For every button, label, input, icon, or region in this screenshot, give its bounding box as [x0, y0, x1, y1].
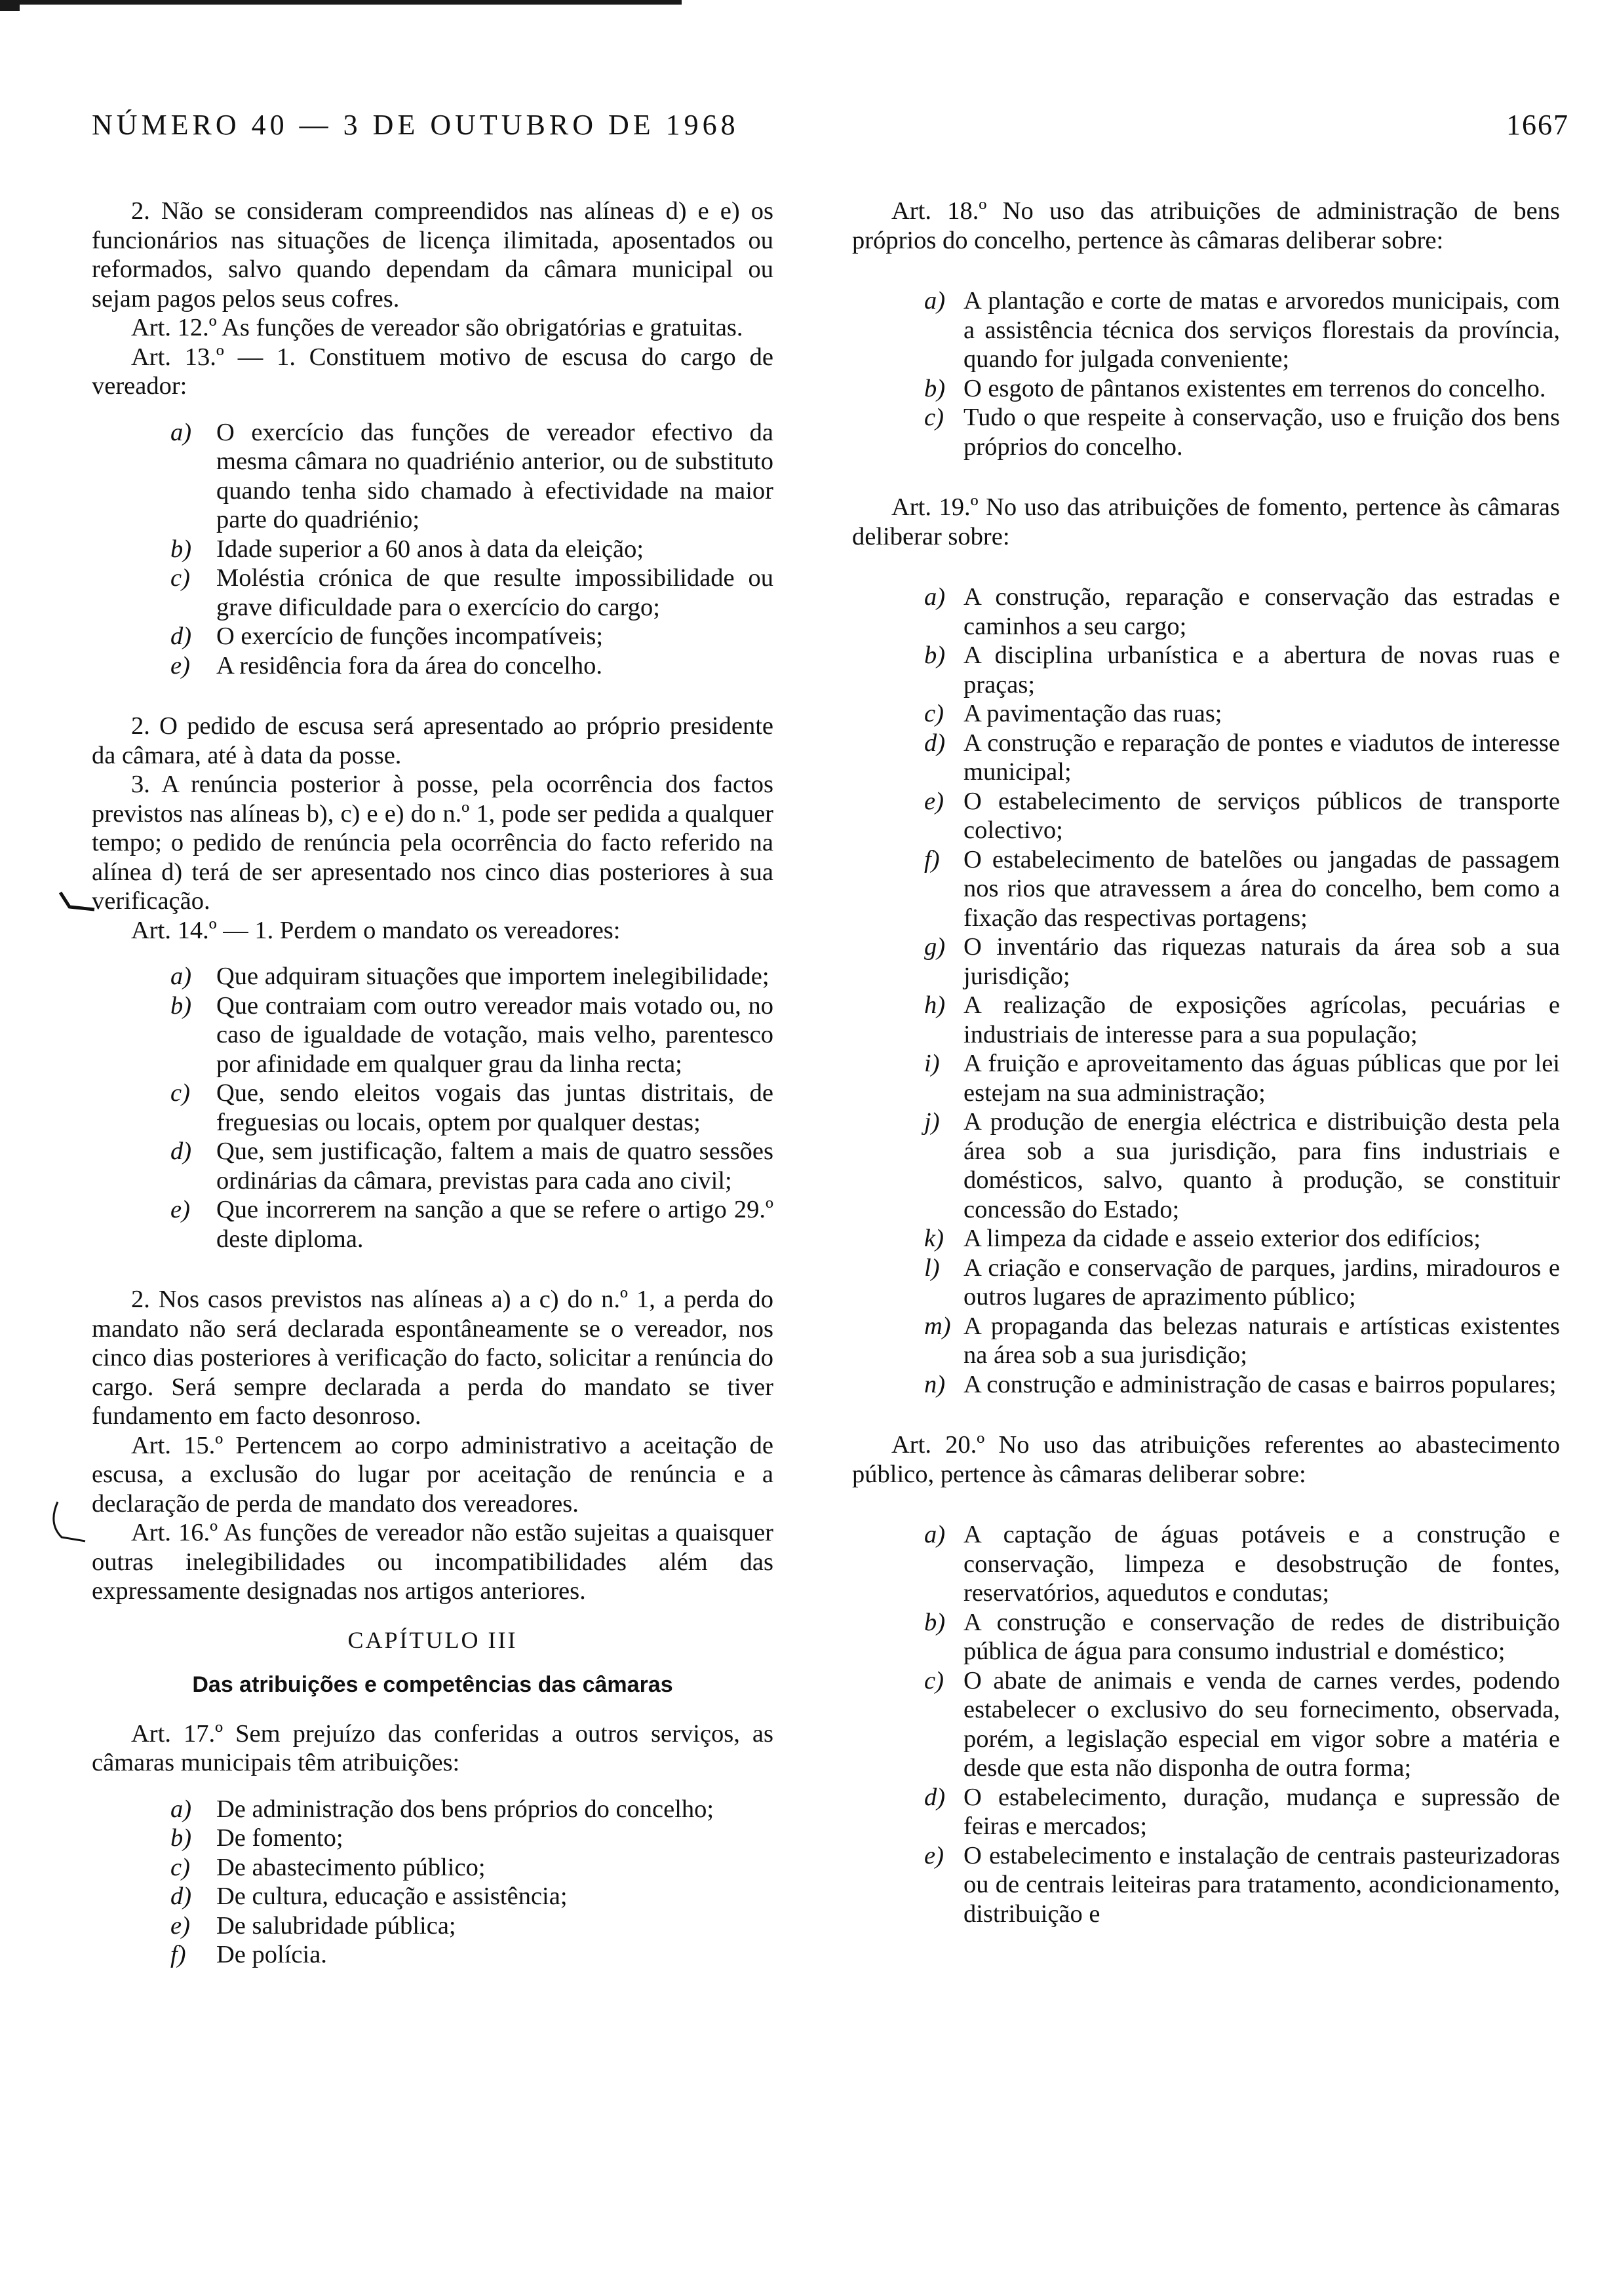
margin-bracket-mark-2 — [49, 1501, 88, 1546]
list-item: k) A limpeza da cidade e asseio exterior dos edifícios; — [924, 1225, 1481, 1252]
page-number: 1667 — [1506, 109, 1569, 141]
list-item: a) A plantação e corte de matas e arvoredos municipais, com a assistência técnica dos serviços florestais da província, quando for julgada conveniente; — [924, 287, 1560, 373]
art13-paragraph-3: 3. A renúncia posterior à posse, pela ocorrência dos factos previstos nas alíneas b), c) e e) do n.º 1, pode ser pedida a qualquer tempo; o pedido de renúncia pela ocorrência do facto referido na alínea d) terá de ser apresentado nos cinco dias posteriores à sua verificação. — [92, 771, 773, 915]
art14-paragraph-1: Art. 14.º — 1. Perdem o mandato os vereadores: — [131, 916, 621, 944]
list-item: d) Que, sem justificação, faltem a mais de quatro sessões ordinárias da câmara, previstas para cada ano civil; — [170, 1138, 773, 1195]
scan-edge-mark — [0, 5, 20, 11]
art19-list — [852, 583, 1560, 1399]
art12-paragraph: Art. 12.º As funções de vereador são obrigatórias e gratuitas. — [131, 314, 743, 341]
left-column — [92, 197, 773, 1970]
list-item: m) A propaganda das belezas naturais e artísticas existentes na área sob a sua jurisdição; — [924, 1312, 1560, 1369]
list-item: d) A construção e reparação de pontes e viadutos de interesse municipal; — [924, 729, 1560, 786]
art19-paragraph: Art. 19.º No uso das atribuições de fomento, pertence às câmaras deliberar sobre: — [852, 493, 1560, 550]
list-item: e) O estabelecimento de serviços públicos de transporte colectivo; — [924, 787, 1560, 844]
list-item: b) Idade superior a 60 anos à data da eleição; — [170, 535, 644, 563]
list-item: h) A realização de exposições agrícolas, pecuárias e industriais de interesse para a sua população; — [924, 991, 1560, 1048]
list-item: c) Tudo o que respeite à conservação, uso e fruição dos bens próprios do concelho. — [924, 404, 1560, 461]
art13-paragraph-2: 2. O pedido de escusa será apresentado ao próprio presidente da câmara, até à data da posse. — [92, 712, 773, 769]
list-item: l) A criação e conservação de parques, jardins, miradouros e outros lugares de aprazimento público; — [924, 1253, 1560, 1311]
art20-list — [852, 1520, 1560, 1928]
art11-paragraph-2: 2. Não se consideram compreendidos nas alíneas d) e e) os funcionários nas situações de licença ilimitada, aposentados ou reformados, salvo quando dependam da câmara municipal ou sejam pagos pelos seus cofres. — [92, 197, 773, 313]
list-item: d) O estabelecimento, duração, mudança e supressão de feiras e mercados; — [924, 1783, 1560, 1840]
art15-paragraph: Art. 15.º Pertencem ao corpo administrativo a aceitação de escusa, a exclusão do lugar por aceitação de renúncia e a declaração de perda de mandato dos vereadores. — [92, 1431, 773, 1518]
art18-paragraph: Art. 18.º No uso das atribuições de administração de bens próprios do concelho, pertence às câmaras deliberar sobre: — [852, 197, 1560, 254]
margin-check-mark-1 — [58, 890, 97, 916]
list-item: f) O estabelecimento de batelões ou jangadas de passagem nos rios que atravessem a área do concelho, bem como a fixação das respectivas portagens; — [924, 845, 1560, 932]
issue-line: NÚMERO 40 — 3 DE OUTUBRO DE 1968 — [92, 109, 739, 141]
list-item: c) De abastecimento público; — [170, 1853, 486, 1881]
right-column — [852, 197, 1560, 1928]
art13-paragraph-1: Art. 13.º — 1. Constituem motivo de escusa do cargo de vereador: — [92, 343, 773, 400]
art13-list — [92, 418, 773, 681]
list-item: a) O exercício das funções de vereador efectivo da mesma câmara no quadriénio anterior, ou de substituto quando tenha sido chamado à efectividade na maior parte do quadriénio; — [170, 418, 773, 533]
list-item: c) A pavimentação das ruas; — [924, 700, 1222, 727]
art17-paragraph: Art. 17.º Sem prejuízo das conferidas a outros serviços, as câmaras municipais têm atribuições: — [92, 1719, 773, 1776]
list-item: c) O abate de animais e venda de carnes verdes, podendo estabelecer o exclusivo do seu fornecimento, observada, porém, a legislação especial em vigor sobre a matéria e desde que esta não disponha de outra forma; — [924, 1666, 1560, 1782]
list-item: d) O exercício de funções incompatíveis; — [170, 622, 604, 650]
list-item: g) O inventário das riquezas naturais da área sob a sua jurisdição; — [924, 933, 1560, 990]
art16-paragraph: Art. 16.º As funções de vereador não estão sujeitas a quaisquer outras inelegibilidades ou incompatibilidades além das expressamente designadas nos artigos anteriores. — [92, 1519, 773, 1605]
list-item: b) O esgoto de pântanos existentes em terrenos do concelho. — [924, 374, 1546, 402]
list-item: b) A construção e conservação de redes de distribuição pública de água para consumo industrial e doméstico; — [924, 1608, 1560, 1665]
list-item: e) Que incorrerem na sanção a que se refere o artigo 29.º deste diploma. — [170, 1196, 773, 1253]
list-item: a) A construção, reparação e conservação das estradas e caminhos a seu cargo; — [924, 583, 1560, 640]
art17-list — [92, 1795, 773, 1970]
list-item: e) A residência fora da área do concelho. — [170, 651, 602, 679]
chapter-heading: CAPÍTULO III — [347, 1626, 518, 1653]
list-item: b) Que contraiam com outro vereador mais votado ou, no caso de igualdade de votação, mais velho, parentesco por afinidade em qualquer grau da linha recta; — [170, 991, 773, 1078]
scan-edge-line — [0, 0, 682, 5]
art14-paragraph-2: 2. Nos casos previstos nas alíneas a) a c) do n.º 1, a perda do mandato não será declarada espontâneamente se o vereador, nos cinco dias posteriores à verificação do facto, solicitar a renúncia do cargo. Será sempre declarada a perda do mandato se tiver fundamento em facto desonroso. — [92, 1286, 773, 1430]
list-item: c) Que, sendo eleitos vogais das juntas distritais, de freguesias ou locais, optem por qualquer destas; — [170, 1079, 773, 1136]
art14-list — [92, 962, 773, 1253]
list-item: e) O estabelecimento e instalação de centrais pasteurizadoras ou de centrais leiteiras para tratamento, acondicionamento, distribuição e — [924, 1841, 1560, 1928]
list-item: a) A captação de águas potáveis e a construção e conservação, limpeza e desobstrução de fontes, reservatórios, aquedutos e condutas; — [924, 1521, 1560, 1607]
list-item: c) Moléstia crónica de que resulte impossibilidade ou grave dificuldade para o exercício do cargo; — [170, 564, 773, 621]
chapter-title: Das atribuições e competências das câmaras — [192, 1672, 673, 1697]
list-item: a) De administração dos bens próprios do concelho; — [170, 1795, 714, 1823]
list-item: b) A disciplina urbanística e a abertura de novas ruas e praças; — [924, 641, 1560, 698]
list-item: i) A fruição e aproveitamento das águas públicas que por lei estejam na sua administração; — [924, 1050, 1560, 1107]
list-item: a) Que adquiram situações que importem inelegibilidade; — [170, 963, 769, 990]
page-header — [92, 108, 1569, 147]
list-item: d) De cultura, educação e assistência; — [170, 1883, 568, 1910]
list-item: f) De polícia. — [170, 1941, 327, 1968]
art18-list — [852, 286, 1560, 461]
art20-paragraph: Art. 20.º No uso das atribuições referentes ao abastecimento público, pertence às câmaras deliberar sobre: — [852, 1431, 1560, 1488]
list-item: n) A construção e administração de casas e bairros populares; — [924, 1370, 1557, 1398]
list-item: e) De salubridade pública; — [170, 1911, 456, 1940]
list-item: j) A produção de energia eléctrica e distribuição desta pela área sob a sua jurisdição, para fins industriais e domésticos, salvo, quanto à produção, se constituir concessão do Estado; — [924, 1108, 1560, 1223]
list-item: b) De fomento; — [170, 1824, 343, 1852]
